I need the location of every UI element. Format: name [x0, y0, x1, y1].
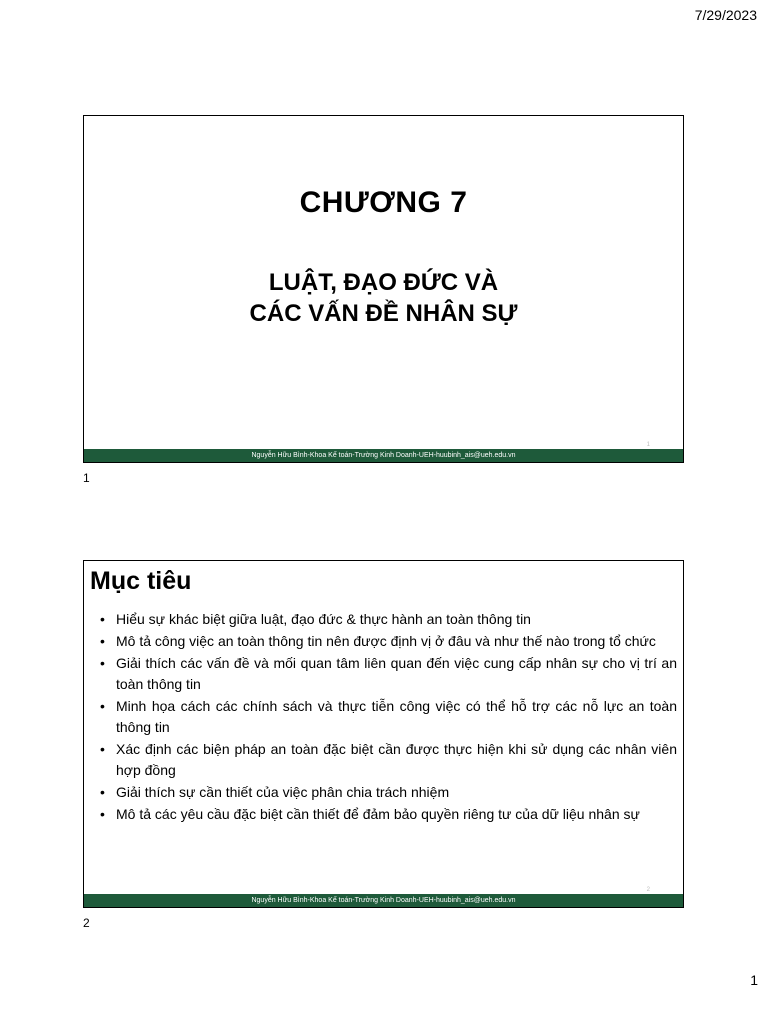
list-item: • Giải thích sự cần thiết của việc phân chia trách nhiệm — [98, 782, 677, 803]
list-item: • Mô tả các yêu cầu đặc biệt cần thiết để đảm bảo quyền riêng tư của dữ liệu nhân sự — [98, 804, 677, 825]
bullet-icon: • — [100, 633, 105, 649]
slide-title: Mục tiêu — [90, 567, 192, 595]
list-item: • Mô tả công việc an toàn thông tin nên được định vị ở đâu và như thế nào trong tổ chức — [98, 631, 677, 652]
list-item: • Minh họa cách các chính sách và thực tiễn công việc có thể hỗ trợ các nỗ lực an toàn thông tin — [100, 698, 677, 735]
footer-text: Nguyễn Hữu Bình-Khoa Kế toán-Trường Kinh Doanh-UEH-huubinh_ais@ueh.edu.vn — [251, 897, 516, 904]
slide-1 — [83, 115, 684, 463]
list-item: • Hiểu sự khác biệt giữa luật, đạo đức & thực hành an toàn thông tin — [98, 609, 677, 630]
page-date: 7/29/2023 — [694, 7, 757, 23]
list-item: • Giải thích các vấn đề và mối quan tâm liên quan đến việc cung cấp nhân sự cho vị trí an toàn thông tin — [100, 655, 677, 692]
slide-number-small: 2 — [646, 887, 650, 893]
list-item: • Xác định các biện pháp an toàn đặc biệt cần được thực hiện khi sử dụng các nhân viên hợp đồng — [100, 741, 677, 778]
subtitle-line-2: CÁC VẤN ĐỀ NHÂN SỰ — [249, 300, 518, 327]
bullet-icon: • — [100, 741, 105, 757]
chapter-title: CHƯƠNG 7 — [299, 186, 468, 219]
subtitle-line-1: LUẬT, ĐẠO ĐỨC VÀ — [268, 269, 499, 296]
slide-number-small: 1 — [646, 442, 650, 448]
slide-footer — [84, 894, 683, 907]
bullet-icon: • — [100, 611, 105, 627]
chapter-subtitle — [84, 267, 683, 329]
slide-caption-1: 1 — [83, 471, 90, 485]
bullet-icon: • — [100, 806, 105, 822]
slide-caption-2: 2 — [83, 916, 90, 930]
page-number: 1 — [750, 972, 758, 988]
slide-footer — [84, 449, 683, 462]
bullet-icon: • — [100, 655, 105, 671]
footer-text: Nguyễn Hữu Bình-Khoa Kế toán-Trường Kinh Doanh-UEH-huubinh_ais@ueh.edu.vn — [251, 452, 516, 459]
objectives-list — [98, 609, 677, 826]
bullet-icon: • — [100, 698, 105, 714]
slide-2 — [83, 560, 684, 908]
bullet-icon: • — [100, 784, 105, 800]
